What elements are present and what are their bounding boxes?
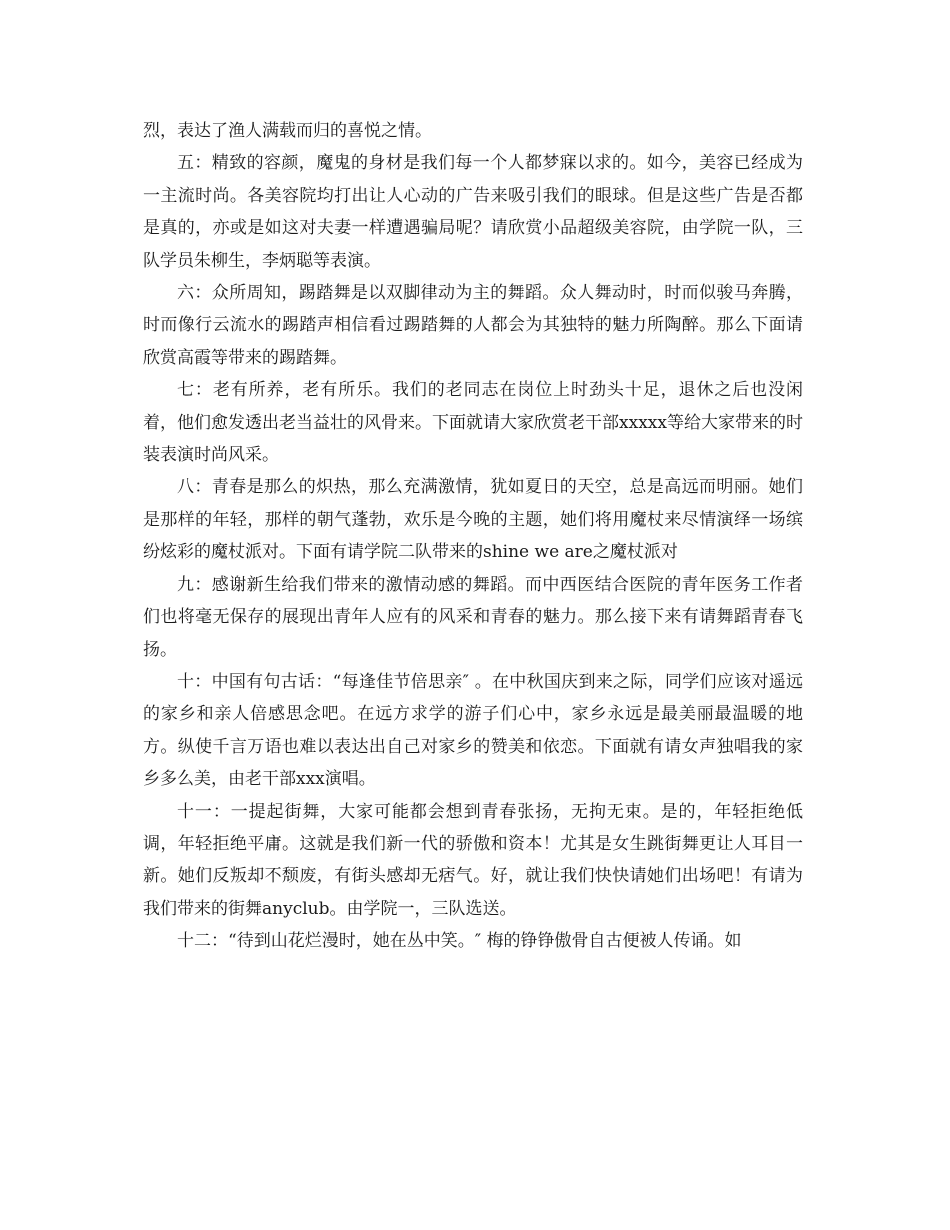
paragraph-item-11: 十一：一提起街舞，大家可能都会想到青春张扬，无拘无束。是的，年轻拒绝低调，年轻拒绝平庸。这就是我们新一代的骄傲和资本！尤其是女生跳街舞更让人耳目一新。她们反叛却不颓废，有街头感却无痞气。好，就让我们快快请她们出场吧！有请为我们带来的街舞anyclub。由学院一，三队选送。	[143, 801, 803, 919]
paragraph-item-7: 七：老有所养，老有所乐。我们的老同志在岗位上时劲头十足，退休之后也没闲着，他们愈发透出老当益壮的风骨来。下面就请大家欣赏老干部xxxxx等给大家带来的时装表演时尚风采。	[143, 380, 803, 466]
document-page	[143, 115, 803, 958]
paragraph-item-6: 六：众所周知，踢踏舞是以双脚律动为主的舞蹈。众人舞动时，时而似骏马奔腾，时而像行云流水的踢踏声相信看过踢踏舞的人都会为其独特的魅力所陶醉。那么下面请欣赏高霞等带来的踢踏舞。	[143, 283, 803, 368]
paragraph-item-10: 十：中国有句古话：“每逢佳节倍思亲″ 。在中秋国庆到来之际，同学们应该对遥远的家乡和亲人倍感思念吧。在远方求学的游子们心中，家乡永远是最美丽最温暖的地方。纵使千言万语也难以表达出自己对家乡的赞美和依恋。下面就有请女声独唱我的家乡多么美，由老干部xxx演唱。	[143, 671, 803, 790]
paragraph-item-8: 八：青春是那么的炽热，那么充满激情，犹如夏日的天空，总是高远而明丽。她们是那样的年轻，那样的朝气蓬勃，欢乐是今晚的主题，她们将用魔杖来尽情演绎一场缤纷炫彩的魔杖派对。下面有请学院二队带来的shine we are之魔杖派对	[143, 477, 803, 563]
paragraph-item-5: 五：精致的容颜，魔鬼的身材是我们每一个人都梦寐以求的。如今，美容已经成为一主流时尚。各美容院均打出让人心动的广告来吸引我们的眼球。但是这些广告是否都是真的，亦或是如这对夫妻一样遭遇骗局呢？请欣赏小品超级美容院，由学院一队，三队学员朱柳生，李炳聪等表演。	[143, 153, 803, 271]
paragraph-item-12: 十二：“待到山花烂漫时，她在丛中笑。″ 梅的铮铮傲骨自古便被人传诵。如	[177, 931, 742, 952]
paragraph-item-9: 九：感谢新生给我们带来的激情动感的舞蹈。而中西医结合医院的青年医务工作者们也将毫无保存的展现出青年人应有的风采和青春的魅力。那么接下来有请舞蹈青春飞扬。	[143, 574, 803, 660]
paragraph-continuation: 烈，表达了渔人满载而归的喜悦之情。	[143, 121, 432, 141]
